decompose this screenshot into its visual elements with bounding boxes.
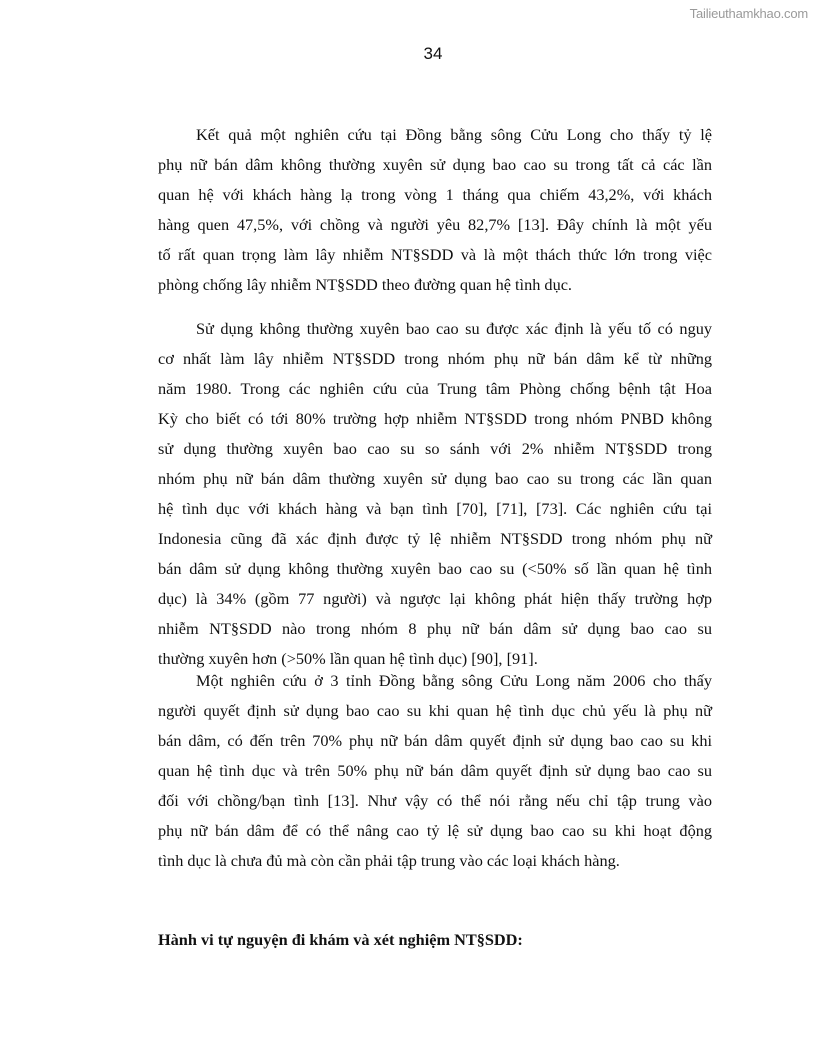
text-line: hệ tình dục với khách hàng và bạn tình [70], [71], [73]. Các nghiên cứu tại <box>158 499 712 518</box>
text-line: Kỳ cho biết có tới 80% trường hợp nhiễm NT§SDD trong nhóm PNBD không <box>158 409 712 428</box>
text-line: phụ nữ bán dâm để có thể nâng cao tỷ lệ sử dụng bao cao su khi hoạt động <box>158 821 712 840</box>
text-line: Kết quả một nghiên cứu tại Đồng bằng sông Cửu Long cho thấy tỷ lệ <box>196 125 712 144</box>
text-line: năm 1980. Trong các nghiên cứu của Trung tâm Phòng chống bệnh tật Hoa <box>158 379 712 398</box>
text-line: người quyết định sử dụng bao cao su khi quan hệ tình dục chủ yếu là phụ nữ <box>158 701 712 720</box>
text-line: Sử dụng không thường xuyên bao cao su được xác định là yếu tố có nguy <box>196 319 712 338</box>
paragraph-2 <box>158 314 712 674</box>
text-line: sử dụng thường xuyên bao cao su so sánh với 2% nhiễm NT§SDD trong <box>158 439 712 458</box>
text-line: Một nghiên cứu ở 3 tỉnh Đồng bằng sông Cửu Long năm 2006 cho thấy <box>196 671 712 690</box>
text-line: tình dục là chưa đủ mà còn cần phải tập trung vào các loại khách hàng. <box>158 851 620 870</box>
text-line: quan hệ với khách hàng lạ trong vòng 1 tháng qua chiếm 43,2%, với khách <box>158 185 712 204</box>
text-line: đối với chồng/bạn tình [13]. Như vậy có thể nói rằng nếu chỉ tập trung vào <box>158 791 712 810</box>
text-line: hàng quen 47,5%, với chồng và người yêu 82,7% [13]. Đây chính là một yếu <box>158 215 712 234</box>
text-line: quan hệ tình dục và trên 50% phụ nữ bán dâm quyết định sử dụng bao cao su <box>158 761 712 780</box>
text-line: nhiễm NT§SDD nào trong nhóm 8 phụ nữ bán dâm sử dụng bao cao su <box>158 619 712 638</box>
text-line: thường xuyên hơn (>50% lần quan hệ tình dục) [90], [91]. <box>158 649 538 668</box>
text-line: phụ nữ bán dâm không thường xuyên sử dụng bao cao su trong tất cả các lần <box>158 155 712 174</box>
paragraph-3 <box>158 666 712 876</box>
text-line: bán dâm, có đến trên 70% phụ nữ bán dâm quyết định sử dụng bao cao su khi <box>158 731 712 750</box>
text-line: dục) là 34% (gồm 77 người) và ngược lại không phát hiện thấy trường hợp <box>158 589 712 608</box>
text-line: nhóm phụ nữ bán dâm thường xuyên sử dụng bao cao su trong các lần quan <box>158 469 712 488</box>
section-heading: Hành vi tự nguyện đi khám và xét nghiệm NT§SDD: <box>158 930 523 949</box>
text-line: bán dâm sử dụng không thường xuyên bao cao su (<50% số lần quan hệ tình <box>158 559 712 578</box>
text-line: tố rất quan trọng làm lây nhiễm NT§SDD và là một thách thức lớn trong việc <box>158 245 712 264</box>
watermark: Tailieuthamkhao.com <box>689 6 808 21</box>
text-line: phòng chống lây nhiễm NT§SDD theo đường quan hệ tình dục. <box>158 275 573 294</box>
paragraph-1 <box>158 120 712 300</box>
text-line: Indonesia cũng đã xác định được tỷ lệ nhiễm NT§SDD trong nhóm phụ nữ <box>158 529 712 548</box>
text-line: cơ nhất làm lây nhiễm NT§SDD trong nhóm phụ nữ bán dâm kể từ những <box>158 349 712 368</box>
page-number: 34 <box>423 44 443 63</box>
